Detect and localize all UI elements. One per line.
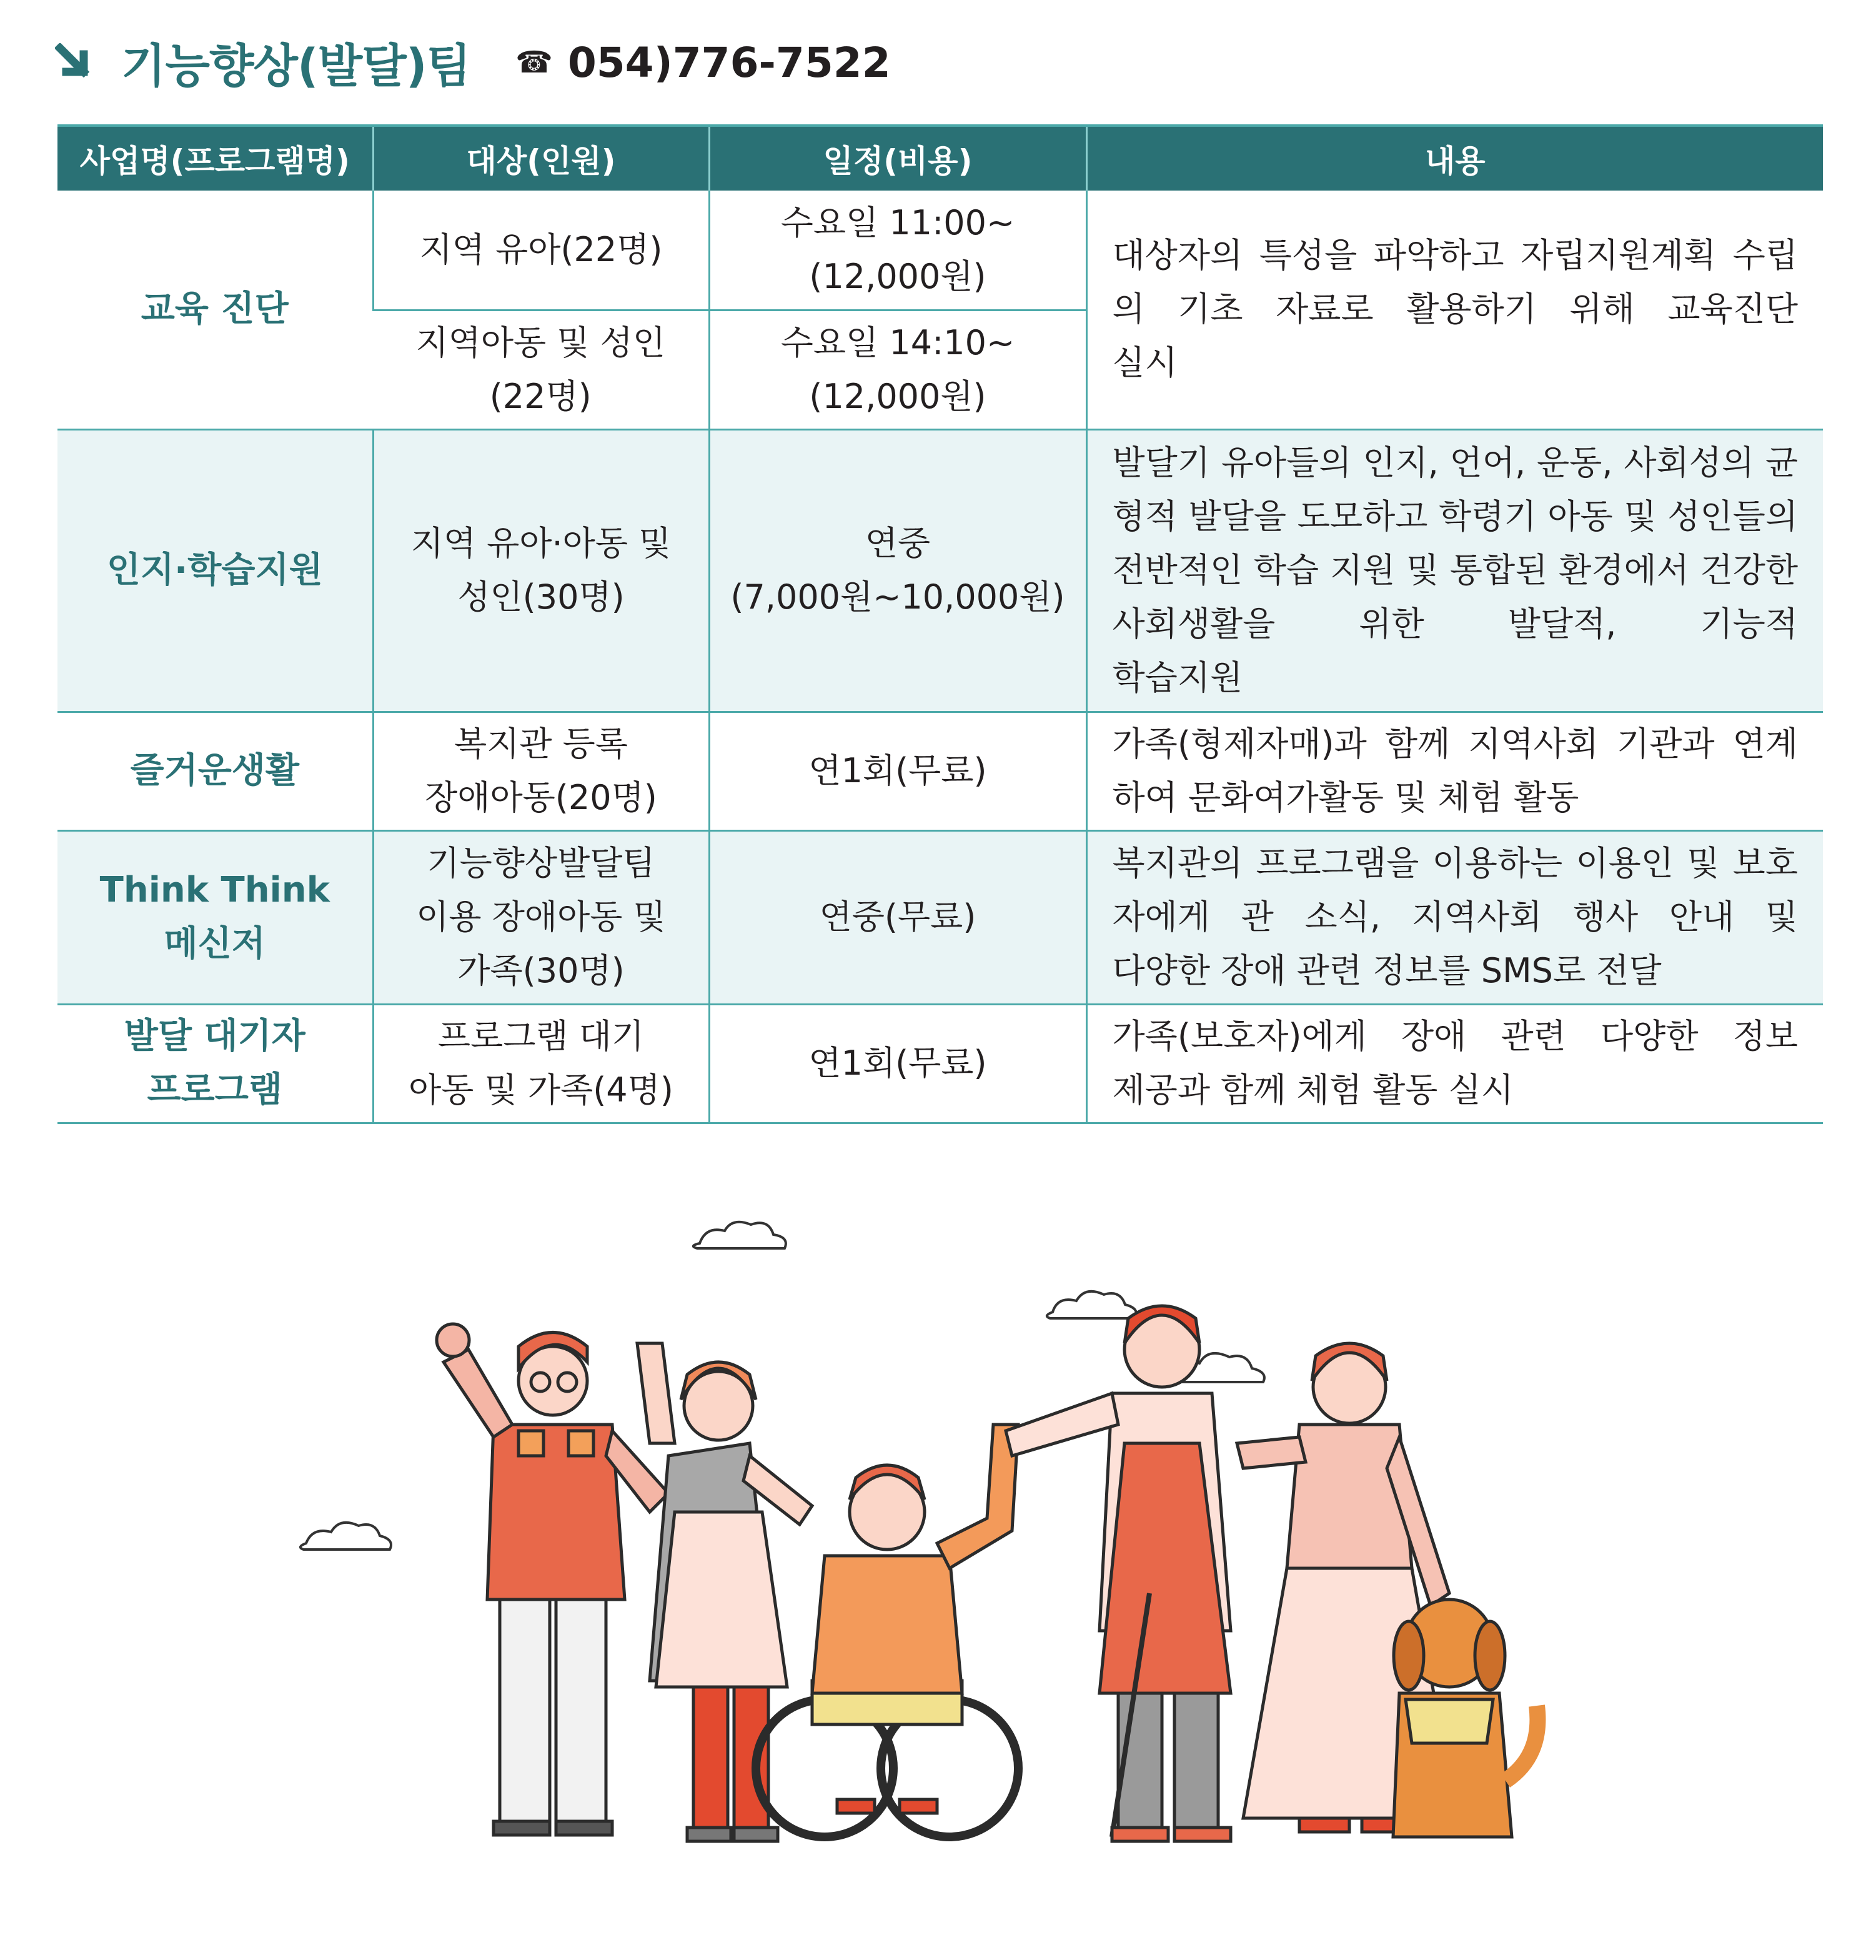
program-name: 즐거운생활 — [57, 712, 373, 830]
schedule-line: (12,000원) — [809, 376, 986, 416]
program-schedule — [709, 191, 1086, 310]
content-text-last: 하여 문화여가활동 및 체험 활동 — [1112, 778, 1579, 817]
program-content — [1086, 712, 1823, 830]
program-table — [57, 124, 1823, 1124]
table-row — [57, 830, 1823, 1004]
program-target — [373, 712, 709, 830]
program-content — [1086, 429, 1823, 712]
woman-with-apron — [637, 1343, 812, 1841]
cloud-icon — [300, 1523, 391, 1550]
program-content — [1086, 1004, 1823, 1123]
program-content — [1086, 830, 1823, 1004]
schedule-line: (12,000원) — [809, 256, 986, 296]
program-name: 인지·학습지원 — [57, 429, 373, 712]
schedule-line: (7,000원~10,000원) — [730, 577, 1065, 617]
target-line: 성인(30명) — [457, 577, 625, 617]
program-target — [373, 830, 709, 1004]
column-header: 내용 — [1086, 126, 1823, 191]
guide-dog — [1393, 1599, 1537, 1837]
target-line: 장애아동(20명) — [425, 778, 657, 817]
man-with-glasses — [437, 1324, 668, 1835]
table-row — [57, 429, 1823, 712]
schedule-line: 수요일 14:10~ — [780, 322, 1015, 362]
target-line: 기능향상발달팀 — [427, 843, 655, 883]
table-header-row — [57, 126, 1823, 191]
name-line: 발달 대기자 — [124, 1016, 305, 1057]
column-header: 일정(비용) — [709, 126, 1086, 191]
target-line: 프로그램 대기 — [437, 1017, 645, 1056]
program-schedule: 연중(무료) — [709, 830, 1086, 1004]
content-text-last: 제공과 함께 체험 활동 실시 — [1112, 1070, 1514, 1110]
column-header: 대상(인원) — [373, 126, 709, 191]
program-target — [373, 310, 709, 429]
cloud-icon — [1047, 1291, 1136, 1318]
target-line: 이용 장애아동 및 — [416, 897, 666, 937]
program-target — [373, 429, 709, 712]
program-schedule: 연1회(무료) — [709, 712, 1086, 830]
schedule-line: 수요일 11:00~ — [780, 202, 1015, 242]
schedule-line: 연중 — [865, 524, 931, 563]
man-with-cane — [1006, 1306, 1231, 1841]
target-line: 가족(30명) — [457, 951, 625, 990]
boy-in-wheelchair — [756, 1425, 1018, 1837]
target-line: 지역아동 및 성인 — [415, 322, 665, 362]
name-line: Think Think — [99, 870, 330, 910]
target-line: 아동 및 가족(4명) — [409, 1070, 673, 1110]
team-title: 기능향상(발달)팀 — [121, 39, 471, 93]
program-schedule — [709, 310, 1086, 429]
program-target — [373, 1004, 709, 1123]
section-header — [55, 25, 891, 100]
content-text: 복지관의 프로그램을 이용하는 이용인 및 보호자에게 관 소식, 지역사회 행사 안내 및 — [1112, 843, 1798, 937]
content-text: 가족(형제자매)과 함께 지역사회 기관과 연계 — [1112, 724, 1798, 764]
content-text: 가족(보호자)에게 장애 관련 다양한 정보 — [1112, 1017, 1798, 1056]
program-name — [57, 830, 373, 1004]
target-line: 지역 유아·아동 및 — [410, 524, 672, 563]
program-name — [57, 1004, 373, 1123]
table-row — [57, 191, 1823, 310]
program-schedule — [709, 429, 1086, 712]
community-illustration — [287, 1218, 1599, 1906]
table-row — [57, 712, 1823, 830]
content-text: 발달기 유아들의 인지, 언어, 운동, 사회성의 균형적 발달을 도모하고 학령기 아동 및 성인들의 전반적인 학습 지원 및 통합된 환경에서 건강한 사회생활을 위한 발달적, 기능적 — [1112, 443, 1798, 644]
content-text-last: 다양한 장애 관련 정보를 SMS로 전달 — [1112, 951, 1662, 990]
target-line: (22명) — [489, 376, 592, 416]
phone-number: 054)776-7522 — [567, 38, 891, 87]
arrow-down-right-icon — [55, 43, 94, 82]
name-line: 메신저 — [164, 923, 266, 964]
program-target: 지역 유아(22명) — [373, 191, 709, 310]
content-text-last: 학습지원 — [1112, 658, 1243, 697]
program-schedule: 연1회(무료) — [709, 1004, 1086, 1123]
column-header: 사업명(프로그램명) — [57, 126, 373, 191]
cloud-icon — [693, 1222, 786, 1248]
name-line: 프로그램 — [147, 1070, 282, 1110]
program-content — [1086, 191, 1823, 429]
program-name: 교육 진단 — [57, 191, 373, 429]
content-text-last: 실시 — [1112, 343, 1178, 383]
target-line: 복지관 등록 — [454, 724, 628, 764]
phone-icon: ☎ — [515, 45, 553, 80]
table-row — [57, 1004, 1823, 1123]
content-text: 대상자의 특성을 파악하고 자립지원계획 수립의 기초 자료로 활용하기 위해 교육진단 — [1112, 236, 1798, 329]
